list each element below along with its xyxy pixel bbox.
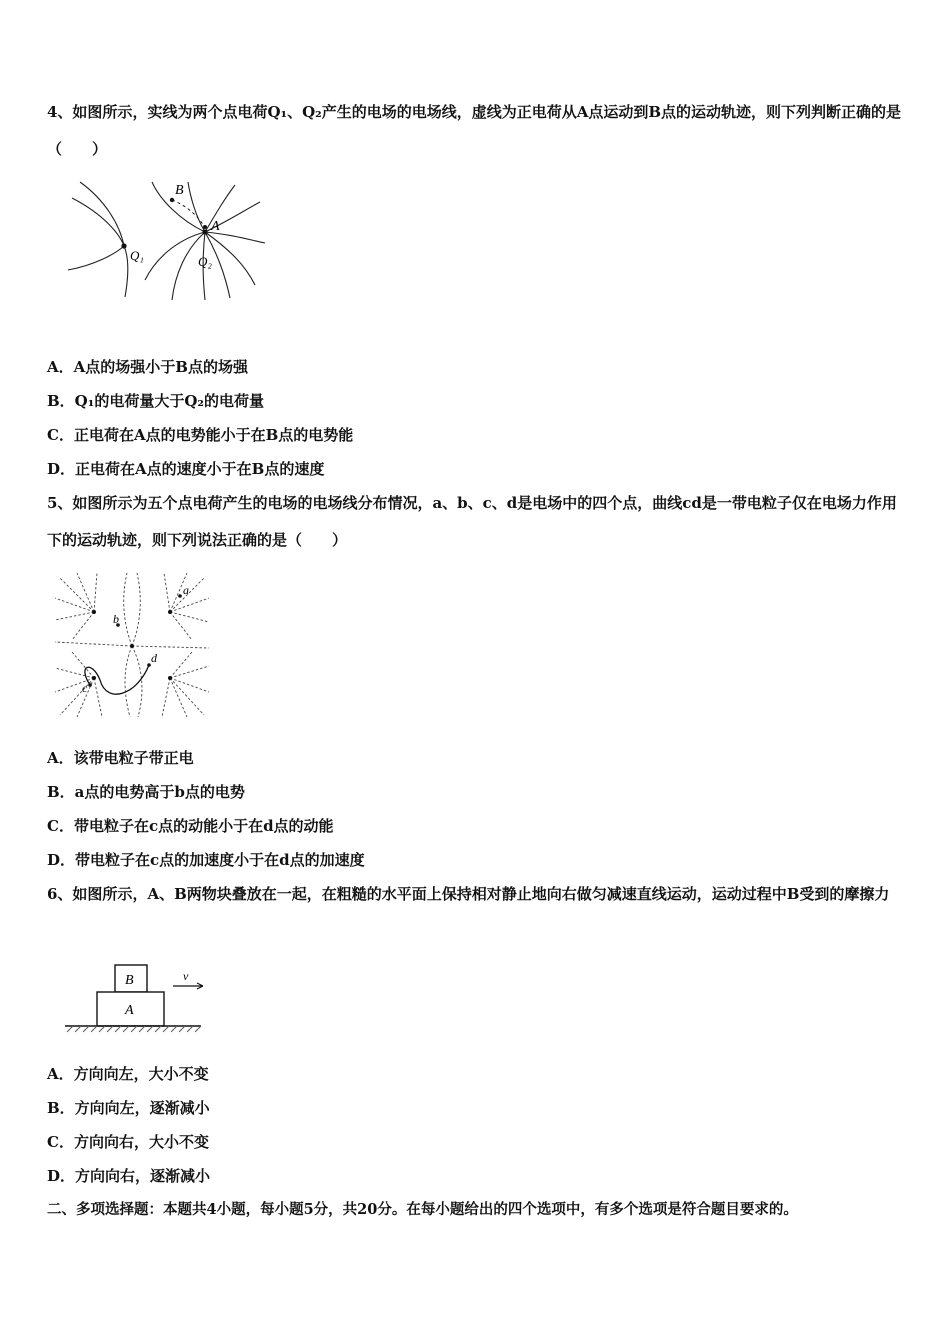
point-c-dot (88, 683, 92, 687)
label-q2: Q₂ (198, 254, 212, 269)
q5-option-b: B．a点的电势高于b点的电势 (47, 783, 245, 801)
point-b-dot (170, 198, 174, 202)
q4-option-a: A．A点的场强小于B点的场强 (47, 358, 248, 376)
q6-stem: 6、如图所示，A、B两物块叠放在一起，在粗糙的水平面上保持相对静止地向右做匀减速直线运动，运动过程中B受到的摩擦力 (47, 885, 890, 903)
q6-option-d: D．方向向右，逐渐减小 (47, 1167, 211, 1185)
label-block-a: A (125, 1003, 134, 1018)
label-q1: Q₁ (130, 248, 144, 263)
label-d: d (151, 651, 157, 665)
q5-option-d: D．带电粒子在c点的加速度小于在d点的加速度 (47, 851, 365, 869)
label-b: B (175, 183, 184, 198)
q6-blocks-figure (63, 962, 203, 1038)
section2-heading: 二、多项选择题：本题共4小题，每小题5分，共20分。在每小题给出的四个选项中，有多个选项是符合题目要求的。 (47, 1201, 798, 1218)
q5-option-a: A．该带电粒子带正电 (47, 749, 194, 767)
q4-option-b: B．Q₁的电荷量大于Q₂的电荷量 (47, 392, 264, 410)
q5-stem: 5、如图所示为五个点电荷产生的电场的电场线分布情况，a、b、c、d是电场中的四个点，曲线cd是一带电粒子仅在电场力作用下的运动轨迹，则下列说法正确的是（ ） (47, 494, 897, 549)
q6-option-a: A．方向向左，大小不变 (47, 1065, 209, 1083)
label-v: v (183, 969, 189, 983)
q6-option-c: C．方向向右，大小不变 (47, 1133, 209, 1151)
label-c: c (82, 681, 88, 695)
label-a: a (183, 583, 189, 597)
q4-option-d: D．正电荷在A点的速度小于在B点的速度 (47, 460, 325, 478)
q5-field-line-figure (52, 570, 212, 720)
q5-option-c: C．带电粒子在c点的动能小于在d点的动能 (47, 817, 334, 835)
q1-charge-dot (121, 243, 126, 248)
label-block-b: B (125, 973, 134, 988)
label-a: A (211, 219, 220, 234)
q6-option-b: B．方向向左，逐渐减小 (47, 1099, 210, 1117)
point-a-dot (178, 594, 182, 598)
q4-stem: 4、如图所示，实线为两个点电荷Q₁、Q₂产生的电场的电场线，虚线为正电荷从A点运动到B点的运动轨迹，则下列判断正确的是（ ） (47, 103, 902, 158)
q2-charge-dot (202, 229, 207, 234)
point-a-dot (203, 225, 207, 229)
q4-option-c: C．正电荷在A点的电势能小于在B点的电势能 (47, 426, 354, 444)
q4-field-line-figure (60, 180, 275, 302)
label-b: b (113, 612, 119, 626)
